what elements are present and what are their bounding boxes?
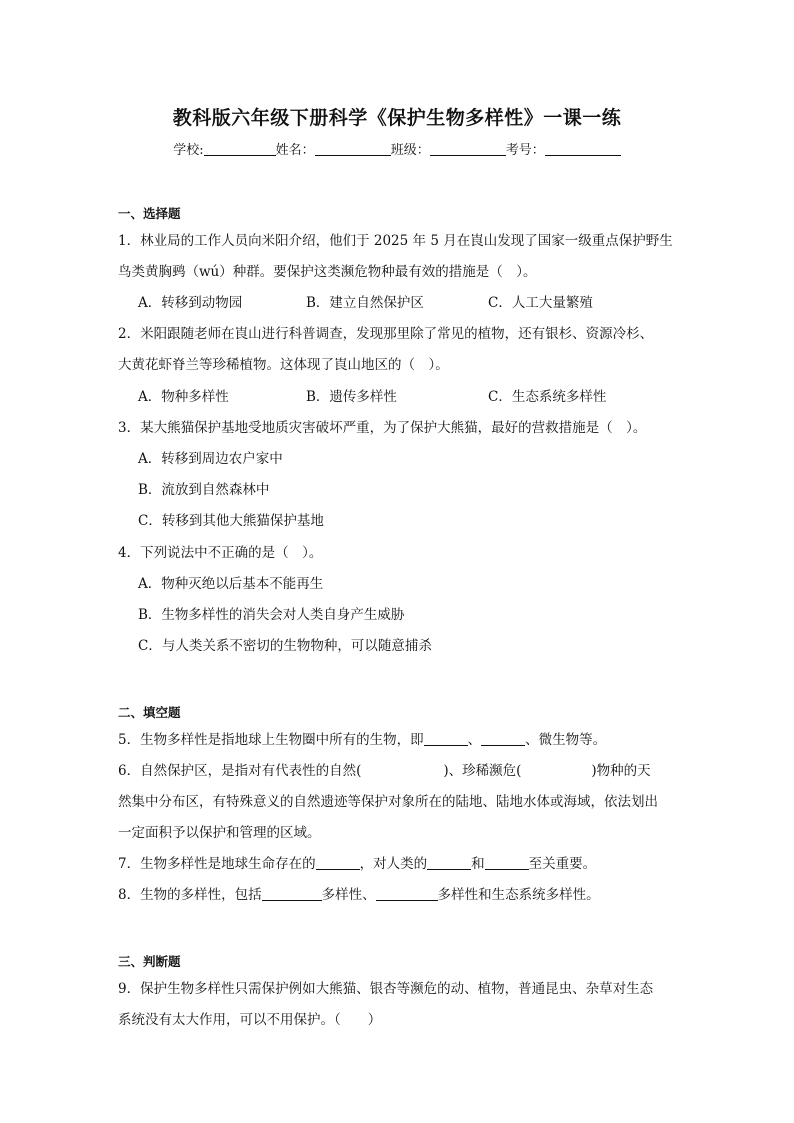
q3-option-c[interactable]: C．转移到其他大熊猫保护基地: [138, 513, 324, 529]
section-heading-choice: 一、选择题: [118, 206, 181, 221]
q6-line3: 一定面积予以保护和管理的区域。: [118, 825, 321, 841]
student-info-line: [0, 139, 794, 158]
q1-option-a[interactable]: A．转移到动物园: [138, 295, 243, 311]
name-label: 姓名：: [275, 143, 315, 158]
q7-line: 7．生物多样性是地球生命存在的 ，对人类的 和 至关重要。: [118, 856, 597, 872]
q1-option-c[interactable]: C．人工大量繁殖: [488, 295, 593, 311]
class-label: 班级：: [390, 143, 430, 158]
q7-blank-2[interactable]: [427, 855, 471, 870]
q9-line2: 系统没有太大作用，可以不用保护。（ ）: [118, 1012, 382, 1028]
q9-line1: 9．保护生物多样性只需保护例如大熊猫、银杏等濒危的动、植物，普通昆虫、杂草对生态: [118, 981, 654, 997]
q2-line1: 2．米阳跟随老师在崀山进行科普调查，发现那里除了常见的植物，还有银杉、资源冷杉、: [118, 326, 654, 342]
q8-blank-2[interactable]: [376, 886, 438, 901]
q4-line1: 4．下列说法中不正确的是（ ）。: [118, 545, 323, 561]
q4-option-b[interactable]: B．生物多样性的消失会对人类自身产生威胁: [138, 607, 405, 623]
q1-option-b[interactable]: B．建立自然保护区: [306, 295, 424, 311]
q1-line2: 鸟类黄胸鹀（wú）种群。要保护这类濒危物种最有效的措施是（ ）。: [118, 264, 537, 280]
q8-blank-1[interactable]: [262, 886, 322, 901]
q3-line1: 3．某大熊猫保护基地受地质灾害破坏严重，为了保护大熊猫，最好的营救措施是（ ）。: [118, 420, 647, 436]
q6-line1: 6．自然保护区，是指对有代表性的自然( )、珍稀濒危( )物种的天: [118, 763, 651, 779]
q5-blank-2[interactable]: [481, 731, 525, 746]
q1-line1: 1．林业局的工作人员向米阳介绍，他们于 2025 年 5 月在崀山发现了国家一级重点保护野生: [118, 233, 673, 249]
q4-option-c[interactable]: C．与人类关系不密切的生物物种，可以随意捕杀: [138, 638, 432, 654]
class-field[interactable]: [430, 142, 506, 156]
q3-option-b[interactable]: B．流放到自然森林中: [138, 482, 270, 498]
name-field[interactable]: [315, 142, 391, 156]
q5-blank-1[interactable]: [424, 731, 468, 746]
page-title: 教科版六年级下册科学《保护生物多样性》一课一练: [172, 107, 622, 129]
id-field[interactable]: [545, 142, 621, 156]
id-label: 考号：: [505, 143, 545, 158]
q2-option-b[interactable]: B．遗传多样性: [306, 389, 397, 405]
q5-line: 5．生物多样性是指地球上生物圈中所有的生物，即 、 、微生物等。: [118, 732, 607, 748]
q7-blank-1[interactable]: [316, 855, 360, 870]
section-heading-judge: 三、判断题: [118, 954, 181, 969]
q3-option-a[interactable]: A．转移到周边农户家中: [138, 451, 283, 467]
section-heading-fill: 二、填空题: [118, 705, 181, 720]
school-label: 学校:: [173, 143, 204, 158]
q2-option-a[interactable]: A．物种多样性: [138, 389, 229, 405]
school-field[interactable]: [204, 142, 276, 156]
q8-line: 8．生物的多样性，包括 多样性、 多样性和生态系统多样性。: [118, 887, 600, 903]
q7-blank-3[interactable]: [485, 855, 529, 870]
q2-line2: 大黄花虾脊兰等珍稀植物。这体现了崀山地区的（ ）。: [118, 357, 449, 373]
q6-line2: 然集中分布区，有特殊意义的自然遗迹等保护对象所在的陆地、陆地水体或海域，依法划出: [118, 794, 658, 810]
q4-option-a[interactable]: A．物种灭绝以后基本不能再生: [138, 576, 324, 592]
q2-option-c[interactable]: C．生态系统多样性: [488, 389, 607, 405]
